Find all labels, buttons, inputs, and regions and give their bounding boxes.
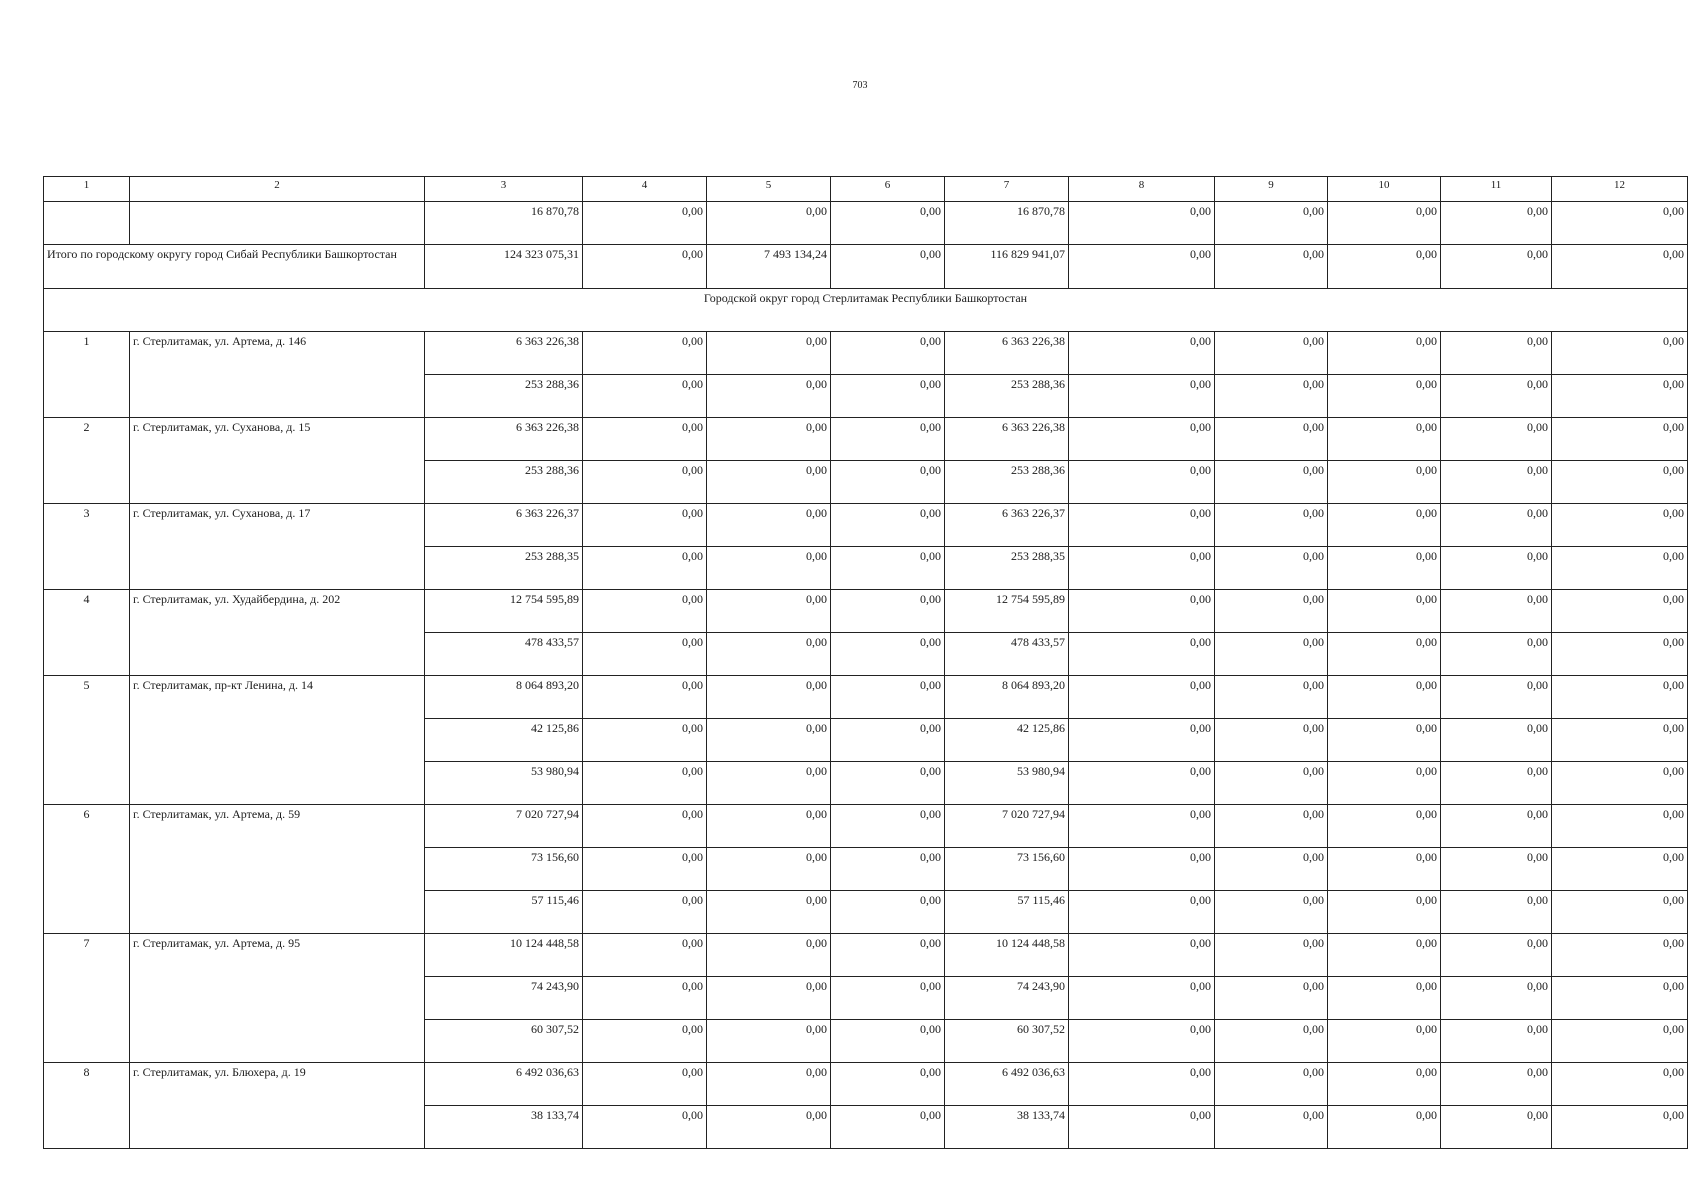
- value-cell: 0,00: [1552, 762, 1688, 805]
- value-cell: 0,00: [1441, 977, 1552, 1020]
- value-cell: 0,00: [707, 848, 831, 891]
- value-cell: 0,00: [583, 1106, 707, 1149]
- value-cell: 253 288,36: [945, 375, 1069, 418]
- value-cell: 0,00: [831, 676, 945, 719]
- value-cell: 0,00: [1441, 676, 1552, 719]
- total-value-cell: 0,00: [1552, 245, 1688, 289]
- value-cell: 0,00: [583, 461, 707, 504]
- value-cell: 0,00: [1215, 1063, 1328, 1106]
- value-cell: 0,00: [1441, 1020, 1552, 1063]
- row-number: 5: [44, 676, 130, 805]
- value-cell: 0,00: [831, 719, 945, 762]
- value-cell: 57 115,46: [425, 891, 583, 934]
- value-cell: 0,00: [1328, 633, 1441, 676]
- value-cell: 0,00: [1215, 504, 1328, 547]
- value-cell: 7 020 727,94: [425, 805, 583, 848]
- value-cell: 0,00: [707, 891, 831, 934]
- value-cell: 0,00: [831, 590, 945, 633]
- value-cell: 0,00: [831, 375, 945, 418]
- value-cell: 7 020 727,94: [945, 805, 1069, 848]
- value-cell: 0,00: [831, 805, 945, 848]
- value-cell: 6 363 226,38: [425, 418, 583, 461]
- value-cell: 73 156,60: [425, 848, 583, 891]
- value-cell: 0,00: [1328, 418, 1441, 461]
- value-cell: 42 125,86: [425, 719, 583, 762]
- empty-cell: [130, 202, 425, 245]
- value-cell: 0,00: [583, 762, 707, 805]
- value-cell: 0,00: [831, 547, 945, 590]
- value-cell: 10 124 448,58: [945, 934, 1069, 977]
- value-cell: 6 363 226,38: [945, 418, 1069, 461]
- value-cell: 0,00: [707, 202, 831, 245]
- value-cell: 0,00: [1441, 590, 1552, 633]
- column-header: 3: [425, 177, 583, 202]
- column-header: 5: [707, 177, 831, 202]
- value-cell: 10 124 448,58: [425, 934, 583, 977]
- value-cell: 0,00: [831, 891, 945, 934]
- value-cell: 0,00: [1552, 547, 1688, 590]
- value-cell: 0,00: [1441, 633, 1552, 676]
- value-cell: 0,00: [1328, 934, 1441, 977]
- value-cell: 74 243,90: [945, 977, 1069, 1020]
- page-number: 703: [852, 80, 868, 91]
- value-cell: 0,00: [831, 1063, 945, 1106]
- value-cell: 0,00: [707, 1020, 831, 1063]
- value-cell: 0,00: [583, 891, 707, 934]
- value-cell: 6 363 226,38: [945, 332, 1069, 375]
- value-cell: 0,00: [707, 934, 831, 977]
- total-value-cell: 0,00: [1069, 245, 1215, 289]
- value-cell: 0,00: [1069, 1020, 1215, 1063]
- value-cell: 0,00: [831, 762, 945, 805]
- value-cell: 73 156,60: [945, 848, 1069, 891]
- value-cell: 0,00: [1328, 719, 1441, 762]
- total-value-cell: 116 829 941,07: [945, 245, 1069, 289]
- value-cell: 0,00: [1069, 547, 1215, 590]
- value-cell: 0,00: [583, 418, 707, 461]
- value-cell: 0,00: [1069, 375, 1215, 418]
- value-cell: 0,00: [1215, 762, 1328, 805]
- value-cell: 0,00: [1215, 848, 1328, 891]
- value-cell: 0,00: [1069, 719, 1215, 762]
- total-label: Итого по городскому округу город Сибай Республики Башкортостан: [44, 245, 425, 289]
- address-cell: г. Стерлитамак, ул. Артема, д. 146: [130, 332, 425, 418]
- value-cell: 0,00: [1328, 504, 1441, 547]
- value-cell: 0,00: [1441, 762, 1552, 805]
- table-row: [44, 418, 1688, 461]
- value-cell: 0,00: [707, 676, 831, 719]
- value-cell: 0,00: [1441, 375, 1552, 418]
- column-header-row: [44, 177, 1688, 202]
- value-cell: 53 980,94: [425, 762, 583, 805]
- value-cell: 0,00: [1215, 977, 1328, 1020]
- value-cell: 0,00: [707, 805, 831, 848]
- section-row: [44, 289, 1688, 332]
- value-cell: 0,00: [1441, 461, 1552, 504]
- value-cell: 0,00: [831, 633, 945, 676]
- value-cell: 6 492 036,63: [945, 1063, 1069, 1106]
- value-cell: 16 870,78: [425, 202, 583, 245]
- value-cell: 6 363 226,37: [425, 504, 583, 547]
- value-cell: 0,00: [831, 202, 945, 245]
- row-number: 3: [44, 504, 130, 590]
- value-cell: 42 125,86: [945, 719, 1069, 762]
- row-number: 4: [44, 590, 130, 676]
- value-cell: 0,00: [707, 977, 831, 1020]
- value-cell: 0,00: [1069, 676, 1215, 719]
- value-cell: 253 288,35: [425, 547, 583, 590]
- value-cell: 0,00: [1215, 202, 1328, 245]
- value-cell: 0,00: [707, 504, 831, 547]
- value-cell: 74 243,90: [425, 977, 583, 1020]
- value-cell: 0,00: [1441, 719, 1552, 762]
- value-cell: 0,00: [1552, 1063, 1688, 1106]
- value-cell: 0,00: [1069, 633, 1215, 676]
- value-cell: 12 754 595,89: [425, 590, 583, 633]
- value-cell: 0,00: [583, 633, 707, 676]
- value-cell: 253 288,36: [945, 461, 1069, 504]
- value-cell: 0,00: [831, 332, 945, 375]
- value-cell: 0,00: [583, 375, 707, 418]
- value-cell: 0,00: [1441, 202, 1552, 245]
- table-row: [44, 332, 1688, 375]
- total-value-cell: 0,00: [831, 245, 945, 289]
- total-value-cell: 7 493 134,24: [707, 245, 831, 289]
- value-cell: 253 288,36: [425, 375, 583, 418]
- value-cell: 0,00: [707, 1106, 831, 1149]
- value-cell: 0,00: [1552, 1020, 1688, 1063]
- value-cell: 0,00: [1069, 977, 1215, 1020]
- value-cell: 0,00: [583, 1020, 707, 1063]
- total-value-cell: 0,00: [583, 245, 707, 289]
- value-cell: 0,00: [1215, 547, 1328, 590]
- value-cell: 0,00: [583, 590, 707, 633]
- value-cell: 0,00: [1215, 891, 1328, 934]
- section-title: Городской округ город Стерлитамак Республики Башкортостан: [44, 289, 1688, 332]
- value-cell: 0,00: [1069, 418, 1215, 461]
- value-cell: 0,00: [1441, 1106, 1552, 1149]
- value-cell: 0,00: [583, 202, 707, 245]
- value-cell: 0,00: [583, 848, 707, 891]
- value-cell: 0,00: [583, 547, 707, 590]
- total-value-cell: 124 323 075,31: [425, 245, 583, 289]
- value-cell: 0,00: [1552, 375, 1688, 418]
- value-cell: 0,00: [1069, 202, 1215, 245]
- value-cell: 0,00: [1069, 1063, 1215, 1106]
- value-cell: 0,00: [1552, 332, 1688, 375]
- value-cell: 0,00: [1552, 934, 1688, 977]
- value-cell: 0,00: [1328, 375, 1441, 418]
- value-cell: 0,00: [831, 504, 945, 547]
- value-cell: 0,00: [1328, 762, 1441, 805]
- value-cell: 0,00: [583, 676, 707, 719]
- value-cell: 0,00: [1328, 891, 1441, 934]
- value-cell: 6 363 226,38: [425, 332, 583, 375]
- value-cell: 0,00: [1069, 891, 1215, 934]
- value-cell: 0,00: [1215, 1106, 1328, 1149]
- value-cell: 0,00: [831, 418, 945, 461]
- total-row: [44, 245, 1688, 289]
- value-cell: 0,00: [1215, 1020, 1328, 1063]
- value-cell: 0,00: [1552, 202, 1688, 245]
- value-cell: 0,00: [707, 590, 831, 633]
- column-header: 9: [1215, 177, 1328, 202]
- value-cell: 0,00: [707, 418, 831, 461]
- table-row: [44, 1063, 1688, 1106]
- address-cell: г. Стерлитамак, ул. Худайбердина, д. 202: [130, 590, 425, 676]
- value-cell: 0,00: [1441, 934, 1552, 977]
- value-cell: 0,00: [1215, 418, 1328, 461]
- value-cell: 0,00: [707, 332, 831, 375]
- value-cell: 0,00: [1441, 547, 1552, 590]
- row-number: 2: [44, 418, 130, 504]
- value-cell: 0,00: [1552, 590, 1688, 633]
- value-cell: 0,00: [1441, 332, 1552, 375]
- value-cell: 0,00: [1328, 1020, 1441, 1063]
- value-cell: 0,00: [1215, 375, 1328, 418]
- value-cell: 0,00: [583, 504, 707, 547]
- value-cell: 0,00: [1069, 504, 1215, 547]
- value-cell: 253 288,35: [945, 547, 1069, 590]
- row-number: 7: [44, 934, 130, 1063]
- table-row: [44, 676, 1688, 719]
- total-value-cell: 0,00: [1215, 245, 1328, 289]
- value-cell: 0,00: [1328, 590, 1441, 633]
- value-cell: 0,00: [1552, 977, 1688, 1020]
- value-cell: 0,00: [1552, 1106, 1688, 1149]
- address-cell: г. Стерлитамак, ул. Артема, д. 59: [130, 805, 425, 934]
- address-cell: г. Стерлитамак, ул. Блюхера, д. 19: [130, 1063, 425, 1149]
- value-cell: 0,00: [583, 332, 707, 375]
- column-header: 2: [130, 177, 425, 202]
- column-header: 6: [831, 177, 945, 202]
- value-cell: 0,00: [1552, 848, 1688, 891]
- value-cell: 16 870,78: [945, 202, 1069, 245]
- column-header: 4: [583, 177, 707, 202]
- value-cell: 0,00: [831, 1020, 945, 1063]
- value-cell: 253 288,36: [425, 461, 583, 504]
- value-cell: 0,00: [707, 1063, 831, 1106]
- value-cell: 0,00: [1069, 1106, 1215, 1149]
- column-header: 11: [1441, 177, 1552, 202]
- value-cell: 0,00: [1552, 719, 1688, 762]
- value-cell: 60 307,52: [945, 1020, 1069, 1063]
- funding-table: [43, 176, 1688, 1149]
- value-cell: 0,00: [1069, 762, 1215, 805]
- value-cell: 0,00: [1441, 418, 1552, 461]
- value-cell: 38 133,74: [945, 1106, 1069, 1149]
- value-cell: 0,00: [1215, 934, 1328, 977]
- address-cell: г. Стерлитамак, пр-кт Ленина, д. 14: [130, 676, 425, 805]
- value-cell: 12 754 595,89: [945, 590, 1069, 633]
- value-cell: 0,00: [707, 461, 831, 504]
- value-cell: 0,00: [831, 848, 945, 891]
- value-cell: 0,00: [1552, 805, 1688, 848]
- value-cell: 0,00: [1215, 805, 1328, 848]
- value-cell: 0,00: [831, 461, 945, 504]
- column-header: 1: [44, 177, 130, 202]
- address-cell: г. Стерлитамак, ул. Суханова, д. 17: [130, 504, 425, 590]
- value-cell: 0,00: [707, 375, 831, 418]
- value-cell: 0,00: [1328, 1063, 1441, 1106]
- value-cell: 0,00: [1328, 547, 1441, 590]
- table-row: [44, 504, 1688, 547]
- value-cell: 0,00: [1328, 1106, 1441, 1149]
- row-number: 8: [44, 1063, 130, 1149]
- column-header: 12: [1552, 177, 1688, 202]
- value-cell: 0,00: [1441, 848, 1552, 891]
- value-cell: 8 064 893,20: [945, 676, 1069, 719]
- value-cell: 0,00: [1069, 461, 1215, 504]
- value-cell: 0,00: [831, 977, 945, 1020]
- value-cell: 0,00: [1552, 891, 1688, 934]
- column-header: 8: [1069, 177, 1215, 202]
- value-cell: 0,00: [831, 1106, 945, 1149]
- value-cell: 0,00: [583, 719, 707, 762]
- value-cell: 6 492 036,63: [425, 1063, 583, 1106]
- value-cell: 0,00: [583, 805, 707, 848]
- value-cell: 0,00: [1328, 805, 1441, 848]
- value-cell: 0,00: [1069, 848, 1215, 891]
- value-cell: 0,00: [583, 977, 707, 1020]
- value-cell: 0,00: [1552, 461, 1688, 504]
- value-cell: 0,00: [1215, 719, 1328, 762]
- value-cell: 0,00: [1069, 805, 1215, 848]
- value-cell: 0,00: [1328, 848, 1441, 891]
- value-cell: 8 064 893,20: [425, 676, 583, 719]
- total-value-cell: 0,00: [1328, 245, 1441, 289]
- value-cell: 0,00: [1441, 504, 1552, 547]
- value-cell: 0,00: [1552, 418, 1688, 461]
- value-cell: 0,00: [1215, 590, 1328, 633]
- value-cell: 0,00: [1552, 676, 1688, 719]
- carryover-row: [44, 202, 1688, 245]
- value-cell: 0,00: [1552, 633, 1688, 676]
- table-row: [44, 805, 1688, 848]
- value-cell: 0,00: [1215, 332, 1328, 375]
- value-cell: 478 433,57: [945, 633, 1069, 676]
- value-cell: 0,00: [707, 762, 831, 805]
- value-cell: 0,00: [1328, 977, 1441, 1020]
- value-cell: 53 980,94: [945, 762, 1069, 805]
- value-cell: 0,00: [1441, 805, 1552, 848]
- value-cell: 60 307,52: [425, 1020, 583, 1063]
- value-cell: 0,00: [1328, 202, 1441, 245]
- column-header: 10: [1328, 177, 1441, 202]
- total-value-cell: 0,00: [1441, 245, 1552, 289]
- value-cell: 0,00: [1328, 676, 1441, 719]
- value-cell: 0,00: [831, 934, 945, 977]
- value-cell: 38 133,74: [425, 1106, 583, 1149]
- value-cell: 0,00: [1069, 590, 1215, 633]
- value-cell: 0,00: [1215, 461, 1328, 504]
- value-cell: 6 363 226,37: [945, 504, 1069, 547]
- empty-cell: [44, 202, 130, 245]
- value-cell: 57 115,46: [945, 891, 1069, 934]
- value-cell: 0,00: [1441, 1063, 1552, 1106]
- value-cell: 0,00: [583, 1063, 707, 1106]
- value-cell: 0,00: [707, 719, 831, 762]
- value-cell: 0,00: [707, 633, 831, 676]
- value-cell: 0,00: [1328, 332, 1441, 375]
- value-cell: 0,00: [1215, 676, 1328, 719]
- value-cell: 0,00: [1069, 332, 1215, 375]
- row-number: 6: [44, 805, 130, 934]
- value-cell: 0,00: [583, 934, 707, 977]
- value-cell: 0,00: [1328, 461, 1441, 504]
- address-cell: г. Стерлитамак, ул. Артема, д. 95: [130, 934, 425, 1063]
- value-cell: 0,00: [1069, 934, 1215, 977]
- value-cell: 0,00: [1552, 504, 1688, 547]
- value-cell: 0,00: [1441, 891, 1552, 934]
- address-cell: г. Стерлитамак, ул. Суханова, д. 15: [130, 418, 425, 504]
- table-row: [44, 934, 1688, 977]
- value-cell: 0,00: [707, 547, 831, 590]
- row-number: 1: [44, 332, 130, 418]
- table-row: [44, 590, 1688, 633]
- value-cell: 478 433,57: [425, 633, 583, 676]
- value-cell: 0,00: [1215, 633, 1328, 676]
- column-header: 7: [945, 177, 1069, 202]
